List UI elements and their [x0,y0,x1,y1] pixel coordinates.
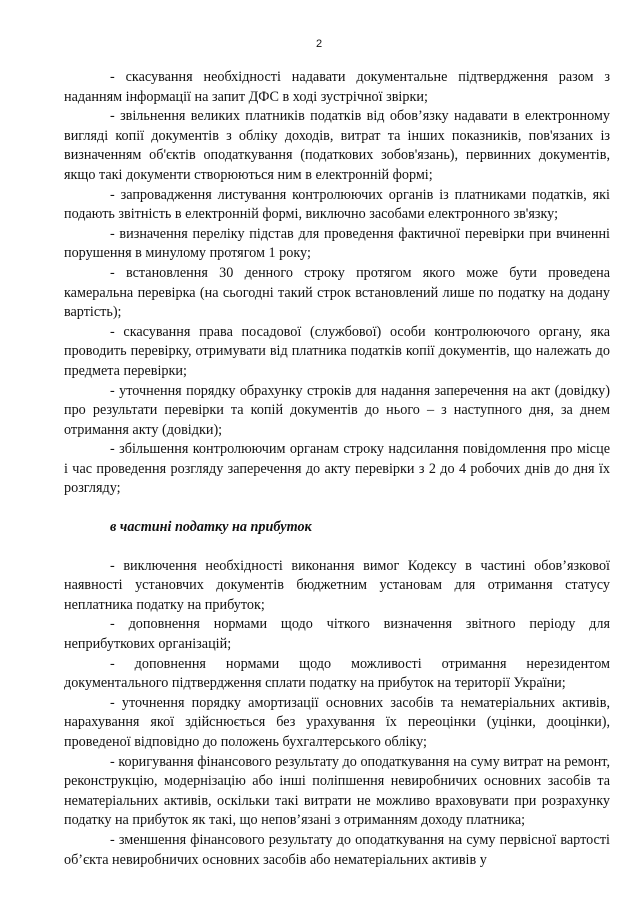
section-heading: в частині податку на прибуток [110,519,312,536]
document-body [64,68,610,870]
paragraph: - скасування права посадової (службової) особи контролюючого органу, яка проводить перевірку, отримувати від платника податків копії документів, що належать до предмета перевірки; [64,323,610,379]
paragraph: - визначення переліку підстав для проведення фактичної перевірки при вчиненні порушення в минулому протягом 1 року; [64,225,610,262]
paragraph: - уточнення порядку амортизації основних засобів та нематеріальних активів, нарахування якої здійснюється без урахування їх переоцінки (уцінки, дооцінки), проведеної відповідно до положень бухгалтерського обліку; [64,694,610,750]
page-number: 2 [315,38,323,50]
paragraph: - запровадження листування контролюючих органів із платниками податків, які подають звітність в електронній формі, виключно засобами електронного зв'язку; [64,186,610,223]
paragraph: - виключення необхідності виконання вимог Кодексу в частині обов’язкової наявності установчих документів бюджетним установам для отримання статусу неплатника податку на прибуток; [64,557,610,613]
paragraph: - уточнення порядку обрахунку строків для надання заперечення на акт (довідку) про результати перевірки та копій документів до нього – з наступного дня, за днем отримання акту (довідки); [64,382,610,438]
paragraph: - коригування фінансового результату до оподаткування на суму витрат на ремонт, реконструкцію, модернізацію або інші поліпшення невиробничих основних засобів та нематеріальних активів, оскільки такі витрати не можливо враховувати при розрахунку податку на прибуток як такі, що непов’язані з отриманням доходу платника; [64,753,610,829]
paragraph: - доповнення нормами щодо чіткого визначення звітного періоду для неприбуткових організацій; [64,616,610,653]
paragraph: - встановлення 30 денного строку протягом якого може бути проведена камеральна перевірка (на сьогодні такий строк встановлений лише по податку на додану вартість); [64,264,610,321]
paragraph: - звільнення великих платників податків від обов’язку надавати в електронному вигляді копії документів з обліку доходів, витрат та інших показників, пов'язаних із визначенням об'єктів оподаткування (податкових зобов'язань), первинних документів, якщо такі документи створюються ним в електронній формі; [64,108,610,183]
paragraph: - збільшення контролюючим органам строку надсилання повідомлення про місце і час проведення розгляду заперечення до акту перевірки з 2 до 4 робочих днів до дня їх розгляду; [64,441,610,497]
paragraph: - доповнення нормами щодо можливості отримання нерезидентом документального підтвердження сплати податку на прибуток на території України; [64,655,610,692]
paragraph: - скасування необхідності надавати документальне підтвердження разом з наданням інформації на запит ДФС в ході зустрічної звірки; [64,69,610,105]
paragraph: - зменшення фінансового результату до оподаткування на суму первісної вартості об’єкта невиробничих основних засобів або нематеріальних активів у [64,831,610,868]
